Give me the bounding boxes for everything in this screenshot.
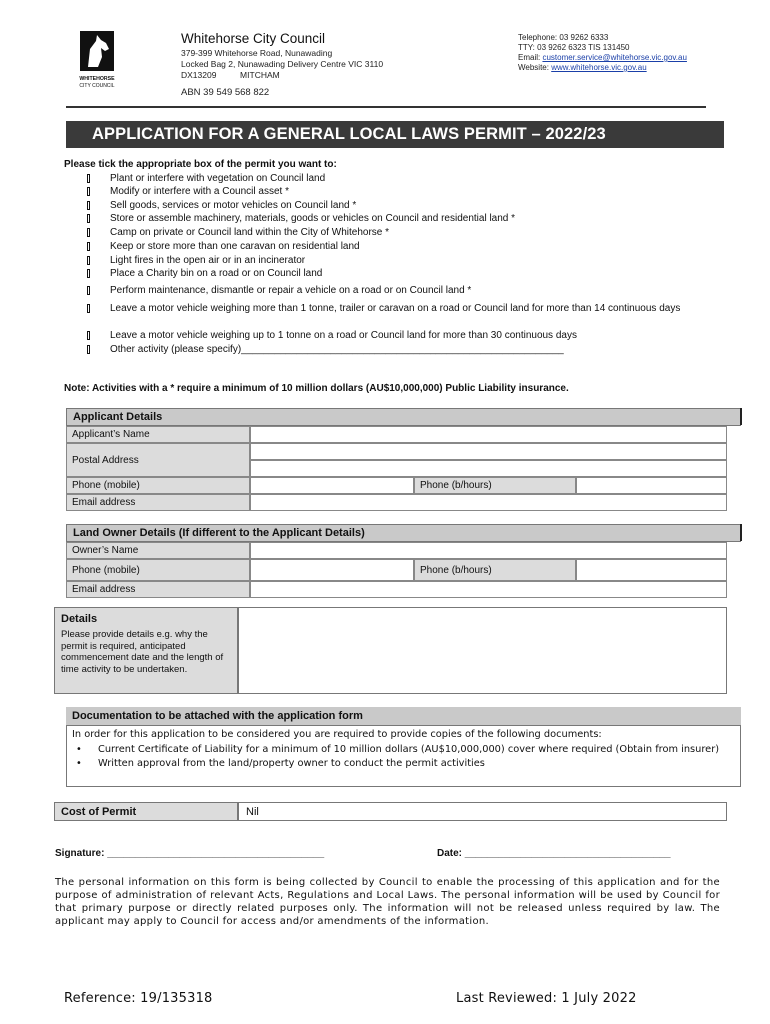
owner-name-input[interactable] — [250, 542, 727, 559]
owner-phone-mobile-label: Phone (mobile) — [66, 559, 250, 581]
checkbox[interactable] — [87, 174, 90, 183]
documentation-item: • Current Certificate of Liability for a minimum of 10 million dollars (AU$10,000,000) cover where required (Obtain from insurer) — [72, 744, 732, 757]
section-marker — [740, 524, 742, 541]
permit-option: Other activity (please specify)__________________________________________________________ — [87, 343, 700, 356]
documentation-heading: Documentation to be attached with the application form — [66, 707, 741, 726]
checkbox[interactable] — [87, 214, 90, 223]
permit-option: Plant or interfere with vegetation on Council land — [87, 172, 700, 185]
permit-option: Leave a motor vehicle weighing up to 1 tonne on a road or Council land for more than 30 continuous days — [87, 329, 700, 342]
permit-option: Perform maintenance, dismantle or repair a vehicle on a road or on Council land * — [87, 284, 700, 297]
abn: ABN 39 549 568 822 — [181, 87, 270, 98]
signature-field[interactable]: Signature: _______________________________________ — [55, 848, 325, 859]
checkbox[interactable] — [87, 286, 90, 295]
email-line: Email: customer.service@whitehorse.vic.gov.au — [518, 53, 687, 62]
permit-option: Leave a motor vehicle weighing more than 1 tonne, trailer or caravan on a road or Council land for more than 14 continuous days — [87, 302, 700, 315]
council-address-block — [181, 31, 383, 81]
documentation-intro: In order for this application to be considered you are required to provide copies of the following documents: — [72, 729, 602, 740]
documentation-item: • Written approval from the land/property owner to conduct the permit activities — [72, 758, 732, 771]
contact-block — [518, 33, 687, 73]
permit-option: Modify or interfere with a Council asset * — [87, 185, 700, 198]
permit-option: Light fires in the open air or in an incinerator — [87, 254, 700, 267]
checkbox[interactable] — [87, 304, 90, 313]
checkbox[interactable] — [87, 201, 90, 210]
address-line: DX13209 MITCHAM — [181, 70, 280, 80]
owner-phone-bhours-label: Phone (b/hours) — [414, 559, 576, 581]
phone-mobile-input[interactable] — [250, 477, 414, 494]
email-input[interactable] — [250, 494, 727, 511]
address-line: Locked Bag 2, Nunawading Delivery Centre VIC 3110 — [181, 59, 384, 69]
email-label: Email address — [66, 494, 250, 511]
applicant-name-label: Applicant’s Name — [66, 426, 250, 443]
checkbox[interactable] — [87, 331, 90, 340]
owner-phone-bhours-input[interactable] — [576, 559, 727, 581]
applicant-heading: Applicant Details — [66, 408, 741, 426]
postal-address-input-1[interactable] — [250, 443, 727, 460]
privacy-statement: The personal information on this form is being collected by Council to enable the processing of this application and for the purpose of administration of relevant Acts, Regulations and Local Laws. The personal information will be used by Council for that primary purpose or directly related purposes only. The information will not be released unless required by law. The applicant may apply to Council for access and/or amendments of the information. — [55, 877, 720, 927]
email-link[interactable]: customer.service@whitehorse.vic.gov.au — [542, 53, 687, 62]
postal-address-label: Postal Address — [66, 443, 250, 477]
reference-number: Reference: 19/135318 — [64, 991, 213, 1006]
insurance-note: Note: Activities with a * require a minimum of 10 million dollars (AU$10,000,000) Public Liability insurance. — [64, 383, 569, 394]
owner-email-input[interactable] — [250, 581, 727, 598]
website-link[interactable]: www.whitehorse.vic.gov.au — [551, 63, 647, 72]
tty: TTY: 03 9262 6323 TIS 131450 — [518, 43, 630, 52]
checkbox[interactable] — [87, 228, 90, 237]
council-logo — [66, 27, 128, 93]
owner-phone-mobile-input[interactable] — [250, 559, 414, 581]
cost-value: Nil — [238, 802, 727, 821]
landowner-heading: Land Owner Details (If different to the Applicant Details) — [66, 524, 741, 542]
section-marker — [740, 408, 742, 425]
address-line: 379-399 Whitehorse Road, Nunawading — [181, 48, 333, 58]
last-reviewed: Last Reviewed: 1 July 2022 — [456, 991, 637, 1006]
documentation-body — [72, 729, 732, 771]
council-name: Whitehorse City Council — [181, 31, 326, 46]
checkbox[interactable] — [87, 345, 90, 354]
owner-email-label: Email address — [66, 581, 250, 598]
checkbox[interactable] — [87, 242, 90, 251]
permit-option: Sell goods, services or motor vehicles on Council land * — [87, 199, 700, 212]
details-label — [54, 607, 238, 694]
bullet-icon: • — [76, 758, 82, 769]
details-textarea[interactable] — [238, 607, 727, 694]
svg-text:CITY COUNCIL: CITY COUNCIL — [79, 83, 115, 89]
owner-name-label: Owner’s Name — [66, 542, 250, 559]
telephone: Telephone: 03 9262 6333 — [518, 33, 609, 42]
applicant-name-input[interactable] — [250, 426, 727, 443]
permit-option: Keep or store more than one caravan on residential land — [87, 240, 700, 253]
permit-option: Store or assemble machinery, materials, goods or vehicles on Council and residential land * — [87, 212, 700, 225]
postal-address-input-2[interactable] — [250, 460, 727, 477]
permit-option: Place a Charity bin on a road or on Council land — [87, 267, 700, 280]
cost-label: Cost of Permit — [54, 802, 238, 821]
details-instructions: Please provide details e.g. why the permit is required, anticipated commencement date and the length of time activity to be undertaken. — [61, 629, 224, 675]
date-field[interactable]: Date: _____________________________________ — [437, 848, 671, 859]
details-heading: Details — [61, 613, 98, 625]
form-title: APPLICATION FOR A GENERAL LOCAL LAWS PERMIT – 2022/23 — [66, 121, 724, 148]
phone-bhours-label: Phone (b/hours) — [414, 477, 576, 494]
checkbox[interactable] — [87, 256, 90, 265]
checkbox[interactable] — [87, 269, 90, 278]
permit-option: Camp on private or Council land within the City of Whitehorse * — [87, 226, 700, 239]
website-line: Website: www.whitehorse.vic.gov.au — [518, 63, 647, 72]
phone-bhours-input[interactable] — [576, 477, 727, 494]
header-divider — [66, 106, 706, 108]
bullet-icon: • — [76, 743, 82, 755]
svg-text:WHITEHORSE: WHITEHORSE — [79, 76, 115, 82]
phone-mobile-label: Phone (mobile) — [66, 477, 250, 494]
checkbox[interactable] — [87, 187, 90, 196]
permit-intro: Please tick the appropriate box of the permit you want to: — [64, 159, 337, 170]
